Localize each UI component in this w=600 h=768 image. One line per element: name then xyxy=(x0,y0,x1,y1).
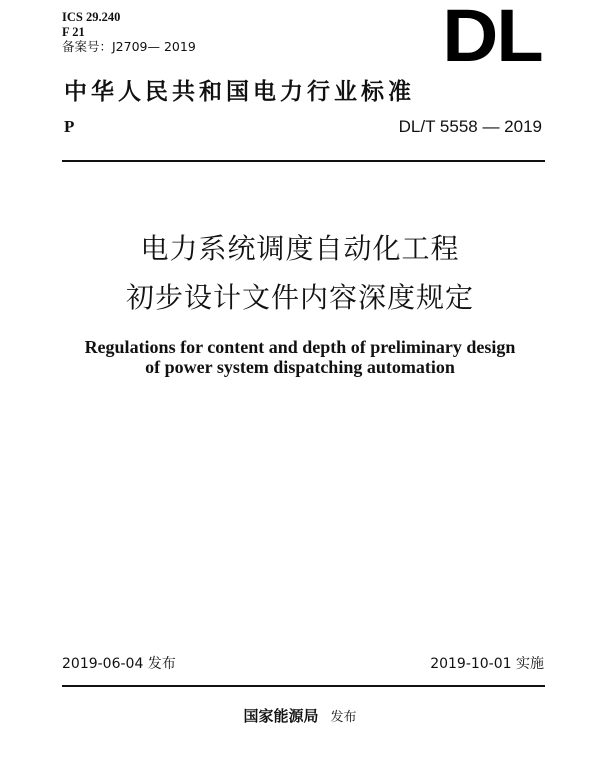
chinese-title-line-2: 初步设计文件内容深度规定 xyxy=(125,281,474,314)
classification-code: F 21 xyxy=(62,25,85,39)
publisher-line xyxy=(0,706,600,728)
industry-standard-title: 中华人民共和国电力行业标准 xyxy=(64,78,415,105)
bottom-divider xyxy=(62,685,545,687)
chinese-title-line-1: 电力系统调度自动化工程 xyxy=(140,232,460,265)
effective-date: 2019-10-01 实施 xyxy=(430,656,544,672)
english-title-line-2: of power system dispatching automation xyxy=(145,357,455,377)
publisher-action: 发布 xyxy=(330,710,357,725)
publisher-name: 国家能源局 xyxy=(243,707,319,725)
ics-code: ICS 29.240 xyxy=(62,10,121,24)
standard-class-letter: P xyxy=(64,117,75,136)
dl-logo: DL xyxy=(442,0,542,77)
record-number: 备案号：J2709— 2019 xyxy=(62,39,196,54)
standard-number: DL/T 5558 — 2019 xyxy=(398,117,542,136)
english-title-line-1: Regulations for content and depth of preliminary design xyxy=(84,337,516,357)
top-divider xyxy=(62,160,545,162)
issue-date: 2019-06-04 发布 xyxy=(62,656,176,672)
